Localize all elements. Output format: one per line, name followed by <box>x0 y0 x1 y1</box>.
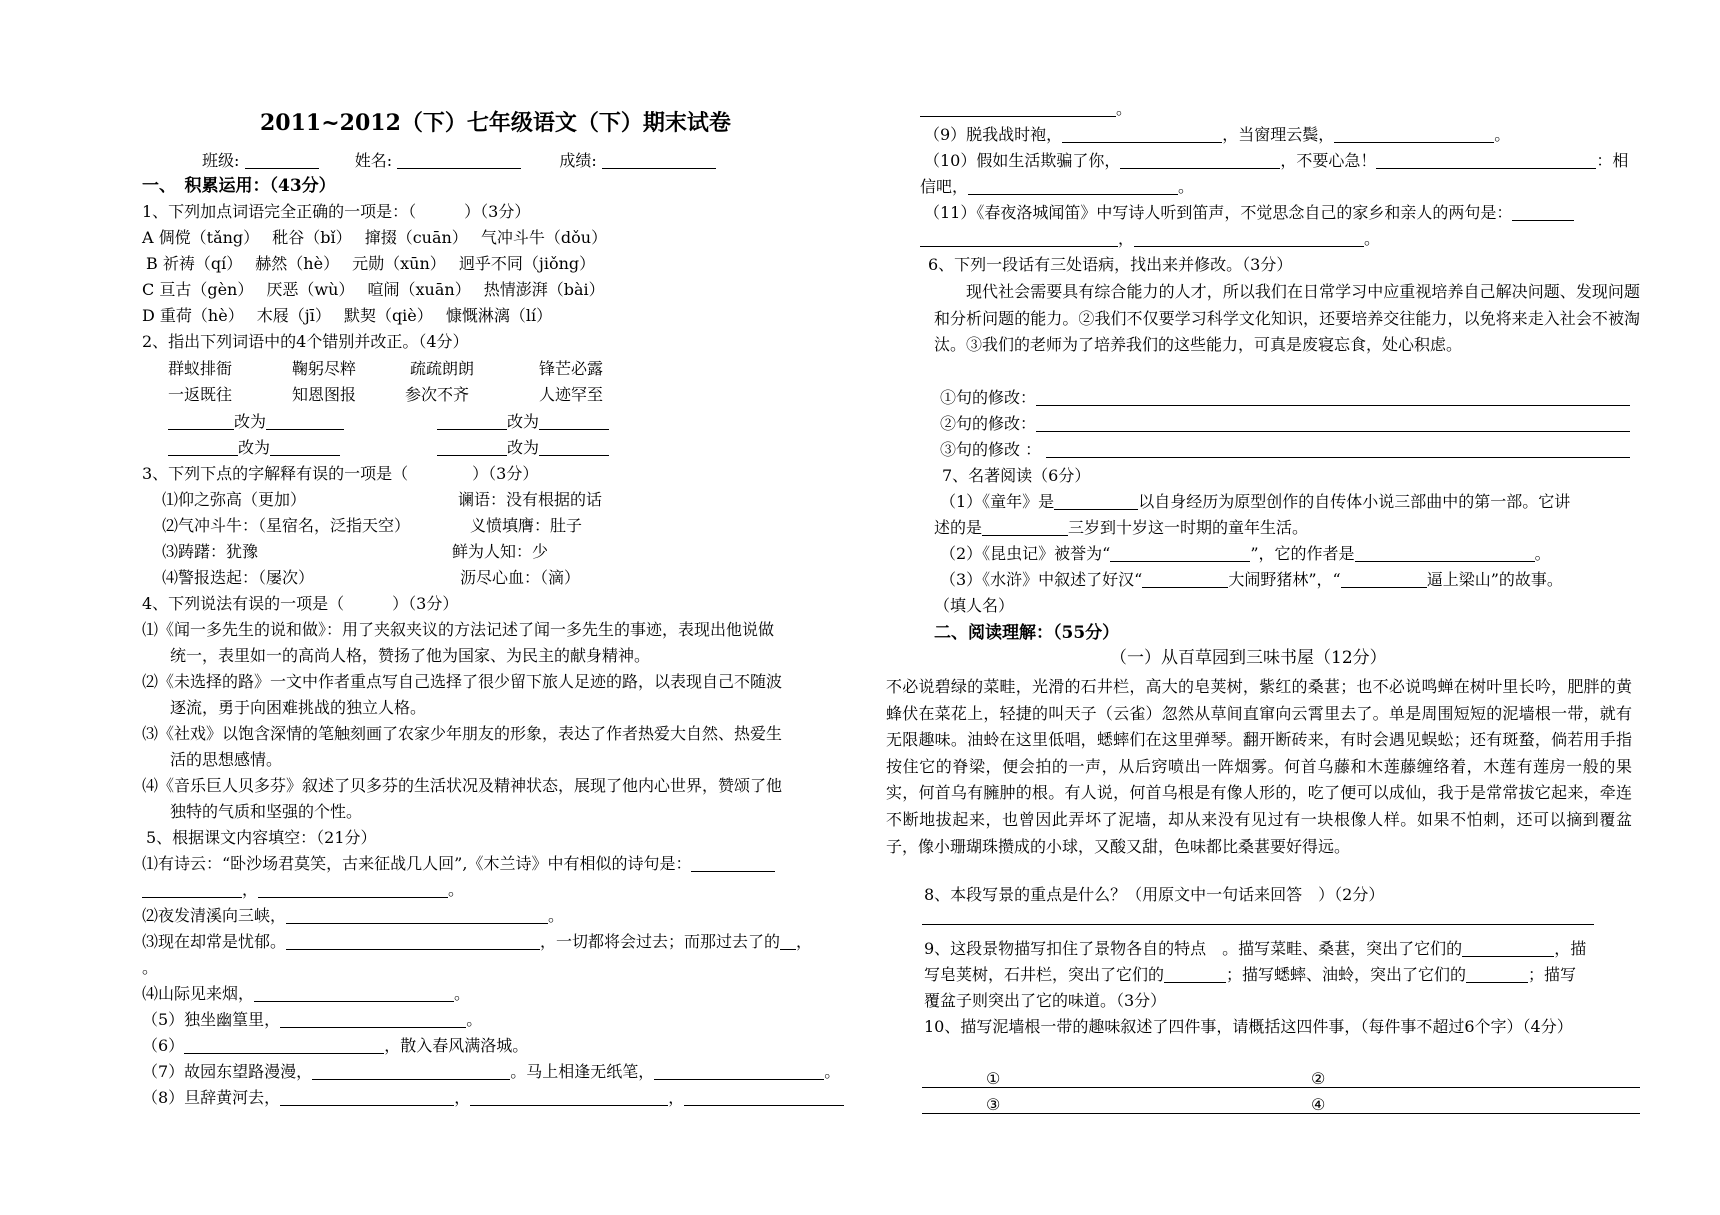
q7-a: （1）《童年》是 以自身经历为原型创作的自传体小说三部曲中的第一部。它讲 <box>940 492 1571 511</box>
fill-blank[interactable] <box>312 1063 510 1080</box>
q3-item: ⑶踌躇：犹豫 <box>162 542 259 561</box>
fill-blank[interactable] <box>968 178 1178 195</box>
q3-item: ⑴仰之弥高（更加） <box>162 490 307 509</box>
q5-stem: 5、根据课文内容填空：（21分） <box>146 828 377 847</box>
q2-blank[interactable] <box>539 413 609 430</box>
q5-line10b: 信吧， 。 <box>920 177 1195 196</box>
class-label: 班级: <box>202 151 240 170</box>
fill-blank[interactable] <box>286 933 540 950</box>
section-2-heading: 二、阅读理解：（55分） <box>934 623 1120 643</box>
q5-line10: （10）假如生活欺骗了你， ，不要心急！ ：相 <box>924 151 1629 170</box>
q9-line1: 9、这段景物描写扣住了景物各自的特点 。描写菜畦、桑葚，突出了它们的 ，描 <box>924 939 1587 958</box>
q2-word: 知恩图报 <box>292 385 357 404</box>
q2-stem: 2、指出下列词语中的4个错别并改正。（4分） <box>142 332 469 351</box>
q5-line3: ⑶现在却常是忧郁。 ，一切都将会过去；而那过去了的 ， <box>142 932 813 951</box>
fill-blank[interactable] <box>1054 493 1138 510</box>
fill-blank[interactable] <box>1462 940 1554 957</box>
fill-blank[interactable] <box>1334 126 1494 143</box>
answer-mark-4: ④ <box>1311 1095 1326 1114</box>
q2-blank[interactable] <box>437 439 507 456</box>
q3-item: 谰语：没有根据的话 <box>458 490 603 509</box>
fill-blank[interactable] <box>982 519 1068 536</box>
q2-word: 疏疏朗朗 <box>410 359 475 378</box>
q7-c: （3）《水浒》中叙述了好汉“ 大闹野猪林”，“ 逼上梁山”的故事。 <box>940 570 1563 589</box>
fill-blank[interactable] <box>1341 571 1427 588</box>
q2-fix-row: 改为 <box>168 411 344 433</box>
q10-answer-line[interactable] <box>922 1113 1640 1114</box>
q4-item-cont: 逐流，勇于向困难挑战的独立人格。 <box>170 698 427 717</box>
q1-option-d: D 重荷（hè） 木屐（jī） 默契（qiè） 慷慨淋漓（lí） <box>142 306 553 325</box>
q1-option-a: A 倜傥（tǎng） 秕谷（bǐ） 撺掇（cuān） 气冲斗牛（dǒu） <box>142 228 608 247</box>
answer-mark-2: ② <box>1311 1069 1326 1088</box>
fill-blank[interactable] <box>1376 152 1596 169</box>
q1-option-c: C 亘古（gèn） 厌恶（wù） 喧闹（xuān） 热情澎湃（bài） <box>142 280 605 299</box>
answer-mark-1: ① <box>986 1069 1001 1088</box>
q5-line1: ⑴有诗云：“卧沙场君莫笑，古来征战几人回”,《木兰诗》中有相似的诗句是： <box>142 853 775 875</box>
fill-blank[interactable] <box>184 1037 384 1054</box>
q7-b: （2）《昆虫记》被誉为“ ”，它的作者是 。 <box>940 544 1551 563</box>
fill-blank[interactable] <box>470 1089 668 1106</box>
q2-fix-row: 改为 <box>437 411 609 433</box>
q6-stem: 6、下列一段话有三处语病，找出来并修改。（3分） <box>928 255 1293 274</box>
fill-blank[interactable] <box>654 1063 824 1080</box>
q2-word: 人迹罕至 <box>539 385 604 404</box>
q4-item-cont: 活的思想感情。 <box>170 750 283 769</box>
score-label: 成绩: <box>559 151 597 170</box>
passage-text: 不必说碧绿的菜畦，光滑的石井栏，高大的皂荚树，紫红的桑葚；也不必说鸣蝉在树叶里长吟，肥胖的黄蜂伏在菜花上，轻捷的叫天子（云雀）忽然从草间直窜向云霄里去了。单是周围短短的泥墙根一带，就有无限趣味。油蛉在这里低唱，蟋蟀们在这里弹琴。翻开断砖来，有时会遇见蜈蚣；还有斑蝥，倘若用手指按住它的脊梁，便会拍的一声，从后窍喷出一阵烟雾。何首乌藤和木莲藤缠络着，木莲有莲房一般的果实，何首乌有臃肿的根。有人说，何首乌根是有像人形的，吃了便可以成仙，我于是常常拔它起来，牵连不断地拔起来，也曾因此弄坏了泥墙，却从来没有见过有一块根像人样。如果不怕刺，还可以摘到覆盆子，像小珊瑚珠攒成的小球，又酸又甜，色味都比桑葚要好得远。 <box>886 677 1632 856</box>
q7-a-cont: 述的是 三岁到十岁这一时期的童年生活。 <box>934 518 1309 537</box>
q3-item: ⑷警报迭起：（屡次） <box>162 568 315 587</box>
fill-blank[interactable] <box>920 230 1118 247</box>
q5-line2: ⑵夜发清溪向三峡， 。 <box>142 906 565 925</box>
q2-blank[interactable] <box>437 413 507 430</box>
q4-item-cont: 统一，表里如一的高尚人格，赞扬了他为国家、为民主的献身精神。 <box>170 646 651 665</box>
q2-blank[interactable] <box>168 413 234 430</box>
fill-blank[interactable] <box>920 100 1116 117</box>
q2-word: 鞠躬尽粹 <box>292 359 357 378</box>
fill-blank[interactable] <box>1134 230 1364 247</box>
q5-line3b: 。 <box>142 958 159 977</box>
fill-blank[interactable] <box>691 855 775 872</box>
q5-line7: （7）故园东望路漫漫， 。马上相逢无纸笔， 。 <box>142 1062 841 1081</box>
name-label: 姓名: <box>354 151 393 170</box>
fill-blank[interactable] <box>280 1089 454 1106</box>
fill-blank[interactable] <box>1164 966 1226 983</box>
fill-blank[interactable] <box>142 881 242 898</box>
fill-blank[interactable] <box>1512 204 1574 221</box>
q4-stem: 4、下列说法有误的一项是（ ）（3分） <box>142 594 459 613</box>
fill-blank[interactable] <box>684 1089 844 1106</box>
q9-line3: 覆盆子则突出了它的味道。（3分） <box>924 991 1167 1010</box>
passage-title: （一）从百草园到三味书屋（12分） <box>1110 648 1387 668</box>
q6-fix-2-line[interactable] <box>1036 431 1630 432</box>
q2-blank[interactable] <box>266 413 344 430</box>
q8-answer-line[interactable] <box>922 924 1594 925</box>
student-info-row <box>202 150 716 172</box>
q3-item: 沥尽心血：（滴） <box>460 568 581 587</box>
name-blank[interactable] <box>397 152 521 169</box>
q5-line6: （6） ，散入春风满洛城。 <box>142 1036 529 1055</box>
section-1-heading: 一、 积累运用：（43分） <box>142 176 336 196</box>
fill-blank[interactable] <box>1466 966 1528 983</box>
q10-stem: 10、描写泥墙根一带的趣味叙述了四件事，请概括这四件事，（每件事不超过6个字）（4分） <box>924 1017 1573 1036</box>
q1-option-b: B 祈祷（qí） 赫然（hè） 元勋（xūn） 迥乎不同（jiǒng） <box>146 254 596 273</box>
fill-blank[interactable] <box>1120 152 1280 169</box>
q6-fix-2-label: ②句的修改： <box>940 414 1037 433</box>
q9-line2: 写皂荚树，石井栏，突出了它们的 ；描写蟋蟀、油蛉，突出了它们的 ；描写 <box>924 965 1577 984</box>
q3-item: 义愤填膺：肚子 <box>470 516 583 535</box>
q5-line11b: ， 。 <box>920 228 1380 250</box>
q3-item: ⑵气冲斗牛：（星宿名，泛指天空） <box>162 516 411 535</box>
fill-blank[interactable] <box>1142 571 1228 588</box>
q8-stem: 8、本段写景的重点是什么？（用原文中一句话来回答 ）（2分） <box>924 885 1385 904</box>
q2-blank[interactable] <box>168 439 238 456</box>
q5-line5: （5）独坐幽篁里， 。 <box>142 1010 483 1029</box>
q2-word: 一返既往 <box>168 385 233 404</box>
q4-item: ⑴《闻一多先生的说和做》：用了夹叙夹议的方法记述了闻一多先生的事迹，表现出他说做 <box>142 620 775 639</box>
fill-blank[interactable] <box>280 1011 466 1028</box>
q4-item: ⑵《未选择的路》一文中作者重点写自己选择了很少留下旅人足迹的路，以表现自己不随波 <box>142 672 783 691</box>
q7-c-note: （填人名） <box>934 596 1015 615</box>
fill-blank[interactable] <box>258 881 448 898</box>
q6-fix-3-label: ③句的修改 ： <box>940 440 1042 459</box>
q5-line11: （11）《春夜洛城闻笛》中写诗人听到笛声，不觉思念自己的家乡和亲人的两句是： <box>924 202 1574 224</box>
q7-stem: 7、名著阅读（6分） <box>942 466 1091 485</box>
q8-cont: 。 <box>920 98 1132 120</box>
q4-item: ⑷《音乐巨人贝多芬》叙述了贝多芬的生活状况及精神状态，展现了他内心世界，赞颂了他 <box>142 776 783 795</box>
q6-fix-1-label: ①句的修改： <box>940 388 1037 407</box>
q2-word: 群蚁排衙 <box>168 359 233 378</box>
class-blank[interactable] <box>245 152 319 169</box>
q3-stem: 3、下列下点的字解释有误的一项是（ ）（3分） <box>142 464 539 483</box>
fill-blank[interactable] <box>286 907 548 924</box>
q5-line1b: ， 。 <box>142 879 464 901</box>
page-title: 2011~2012（下）七年级语文（下）期末试卷 <box>260 110 731 136</box>
q6-fix-1-line[interactable] <box>1036 405 1630 406</box>
q4-item-cont: 独特的气质和坚强的个性。 <box>170 802 363 821</box>
score-blank[interactable] <box>602 152 716 169</box>
q4-item: ⑶《社戏》以饱含深情的笔触刻画了农家少年朋友的形象，表达了作者热爱大自然、热爱生 <box>142 724 783 743</box>
q3-item: 鲜为人知：少 <box>452 542 549 561</box>
q2-word: 参次不齐 <box>405 385 470 404</box>
fill-blank[interactable] <box>1062 126 1222 143</box>
fill-blank[interactable] <box>1355 545 1535 562</box>
q1-stem: 1、下列加点词语完全正确的一项是：（ ）（3分） <box>142 202 531 221</box>
q5-line9: （9）脱我战时袍， ，当窗理云鬓， 。 <box>924 125 1511 144</box>
q2-blank[interactable] <box>539 439 609 456</box>
q2-word: 锋芒必露 <box>539 359 604 378</box>
q6-paragraph: 现代社会需要具有综合能力的人才，所以我们在日常学习中应重视培养自己解决问题、发现问题和分析问题的能力。②我们不仅要学习科学文化知识，还要培养交往能力，以免将来走入社会不被淘汰。③我们的老师为了培养我们的这些能力，可真是废寝忘食，处心积虑。 <box>934 282 1640 355</box>
q2-blank[interactable] <box>270 439 340 456</box>
q5-line8: （8）旦辞黄河去， ， ， <box>142 1087 844 1109</box>
answer-mark-3: ③ <box>986 1095 1001 1114</box>
q2-fix-row: 改为 <box>168 437 340 459</box>
q10-answer-line[interactable] <box>922 1087 1640 1088</box>
fill-blank[interactable] <box>780 933 796 950</box>
q2-fix-row: 改为 <box>437 437 609 459</box>
fill-blank[interactable] <box>254 985 454 1002</box>
fill-blank[interactable] <box>1110 545 1250 562</box>
q6-fix-3-line[interactable] <box>1046 457 1630 458</box>
q5-line4: ⑷山际见来烟， 。 <box>142 984 471 1003</box>
